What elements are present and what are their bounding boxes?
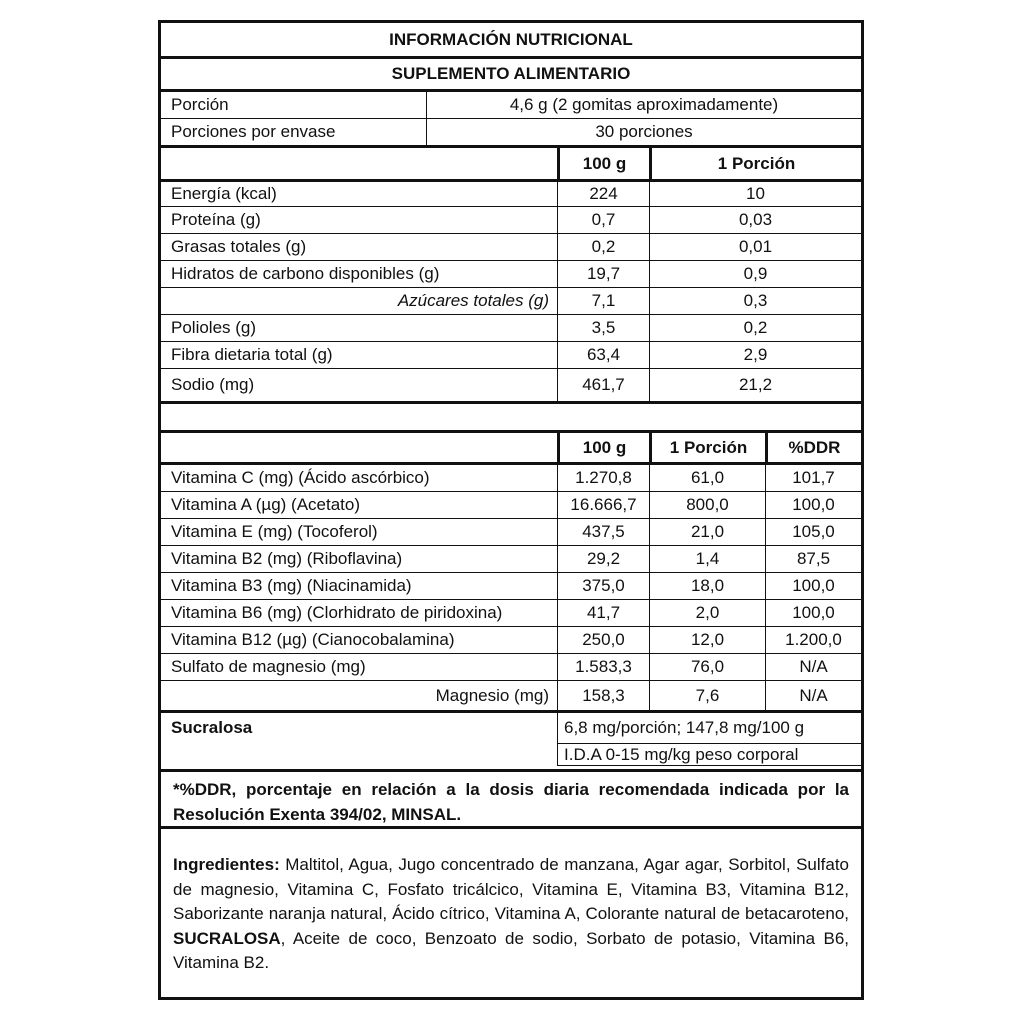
nutrient-row	[161, 179, 861, 206]
vitamin-name: Sulfato de magnesio (mg)	[171, 657, 366, 676]
vitamins-header-row	[161, 430, 861, 462]
ddr-footnote: *%DDR, porcentaje en relación a la dosis diaria recomendada indicada por la Resolución Exenta 394/02, MINSAL.	[173, 780, 849, 824]
vitamin-name: Vitamina E (mg) (Tocoferol)	[171, 522, 378, 541]
nutrient-name: Energía (kcal)	[171, 184, 277, 203]
vitamin-portion: 18,0	[649, 573, 765, 599]
nutrient-portion: 0,3	[649, 288, 861, 314]
nutrients-col-portion: 1 Porción	[649, 148, 861, 179]
vitamin-row	[161, 545, 861, 572]
vitamin-per100: 437,5	[557, 519, 649, 545]
vitamin-row	[161, 572, 861, 599]
vitamin-row	[161, 653, 861, 680]
vitamin-portion: 800,0	[649, 492, 765, 518]
vitamin-name: Magnesio (mg)	[435, 685, 549, 705]
vitamin-per100: 1.270,8	[557, 465, 649, 491]
ingredients-block	[161, 826, 861, 997]
nutrient-per100: 461,7	[557, 369, 649, 401]
vitamin-ddr: N/A	[765, 654, 861, 680]
vitamins-col-portion: 1 Porción	[649, 433, 765, 462]
nutrient-row	[161, 287, 861, 314]
ingredients-list-part1: Maltitol, Agua, Jugo concentrado de manzana, Agar agar, Sorbitol, Sulfato de magnesio, Vitamina C, Fosfato tricálcico, Vitamina E, Vitamina B3, Vitamina B12, Saborizante naranja natural, Ácido cítrico, Vitamina A, Colorante natural de betacaroteno,	[173, 855, 849, 923]
nutrient-name: Hidratos de carbono disponibles (g)	[171, 264, 440, 283]
vitamin-ddr: 100,0	[765, 600, 861, 626]
vitamin-per100: 375,0	[557, 573, 649, 599]
vitamin-portion: 21,0	[649, 519, 765, 545]
vitamin-portion: 1,4	[649, 546, 765, 572]
vitamin-portion: 2,0	[649, 600, 765, 626]
nutrient-name: Fibra dietaria total (g)	[171, 345, 333, 364]
nutrient-name: Polioles (g)	[171, 318, 257, 337]
nutrient-row	[161, 260, 861, 287]
nutrition-label	[158, 20, 864, 1000]
vitamin-per100: 250,0	[557, 627, 649, 653]
portion-row	[161, 89, 861, 118]
title-row	[161, 23, 861, 56]
nutrient-name: Sodio (mg)	[171, 375, 255, 394]
vitamin-name: Vitamina C (mg) (Ácido ascórbico)	[171, 468, 430, 487]
ingredients-text	[173, 853, 849, 976]
vitamin-ddr: 87,5	[765, 546, 861, 572]
nutrient-per100: 224	[557, 182, 649, 206]
label-title: INFORMACIÓN NUTRICIONAL	[389, 29, 633, 49]
vitamin-name: Vitamina B3 (mg) (Niacinamida)	[171, 576, 412, 595]
nutrient-portion: 21,2	[649, 369, 861, 401]
vitamin-portion: 76,0	[649, 654, 765, 680]
vitamin-row	[161, 518, 861, 545]
vitamin-name: Vitamina B2 (mg) (Riboflavina)	[171, 549, 403, 568]
vitamins-col-ddr: %DDR	[765, 433, 861, 462]
nutrient-name: Proteína (g)	[171, 210, 261, 229]
nutrient-portion: 0,01	[649, 234, 861, 260]
vitamin-per100: 158,3	[557, 681, 649, 710]
sweetener-ida: I.D.A 0-15 mg/kg peso corporal	[557, 743, 862, 766]
vitamin-ddr: 100,0	[765, 573, 861, 599]
vitamin-name: Vitamina B12 (µg) (Cianocobalamina)	[171, 630, 455, 649]
vitamin-row	[161, 491, 861, 518]
vitamin-ddr: 105,0	[765, 519, 861, 545]
nutrient-per100: 0,2	[557, 234, 649, 260]
vitamin-name: Vitamina B6 (mg) (Clorhidrato de piridoxina)	[171, 603, 503, 622]
vitamins-col-100g: 100 g	[557, 433, 649, 462]
vitamin-per100: 29,2	[557, 546, 649, 572]
nutrients-col-100g: 100 g	[557, 148, 649, 179]
vitamin-portion: 61,0	[649, 465, 765, 491]
nutrient-per100: 63,4	[557, 342, 649, 368]
servings-label: Porciones por envase	[171, 122, 336, 141]
portion-value: 4,6 g (2 gomitas aproximadamente)	[426, 92, 861, 118]
sweetener-block	[161, 710, 861, 769]
vitamin-name: Vitamina A (µg) (Acetato)	[171, 495, 361, 514]
nutrient-portion: 0,2	[649, 315, 861, 341]
nutrient-portion: 10	[649, 182, 861, 206]
portion-label: Porción	[171, 95, 229, 114]
vitamin-per100: 16.666,7	[557, 492, 649, 518]
vitamin-ddr: 1.200,0	[765, 627, 861, 653]
nutrient-row	[161, 233, 861, 260]
spacer-row	[161, 401, 861, 430]
vitamin-per100: 41,7	[557, 600, 649, 626]
vitamin-ddr: 101,7	[765, 465, 861, 491]
vitamin-ddr: N/A	[765, 681, 861, 710]
nutrient-portion: 2,9	[649, 342, 861, 368]
nutrient-name: Azúcares totales (g)	[397, 291, 549, 310]
sweetener-name: Sucralosa	[171, 718, 253, 737]
vitamin-row	[161, 599, 861, 626]
nutrient-portion: 0,03	[649, 207, 861, 233]
vitamin-ddr: 100,0	[765, 492, 861, 518]
ingredients-label: Ingredientes:	[173, 855, 280, 874]
ingredients-list-part2: , Aceite de coco, Benzoato de sodio, Sorbato de potasio, Vitamina B6, Vitamina B2.	[173, 928, 849, 972]
nutrient-name: Grasas totales (g)	[171, 237, 307, 256]
nutrient-per100: 19,7	[557, 261, 649, 287]
servings-value: 30 porciones	[426, 119, 861, 145]
vitamin-row	[161, 462, 861, 491]
servings-row	[161, 118, 861, 145]
vitamin-portion: 12,0	[649, 627, 765, 653]
ingredients-highlight: SUCRALOSA	[173, 928, 281, 948]
vitamin-row	[161, 680, 861, 710]
vitamin-row	[161, 626, 861, 653]
nutrient-portion: 0,9	[649, 261, 861, 287]
vitamin-portion: 7,6	[649, 681, 765, 710]
nutrients-header-row	[161, 145, 861, 179]
subtitle-row	[161, 56, 861, 89]
vitamin-per100: 1.583,3	[557, 654, 649, 680]
nutrient-row	[161, 206, 861, 233]
nutrient-per100: 3,5	[557, 315, 649, 341]
nutrient-per100: 0,7	[557, 207, 649, 233]
nutrient-row	[161, 341, 861, 368]
nutrient-per100: 7,1	[557, 288, 649, 314]
footnote-block	[161, 769, 861, 826]
sweetener-amount: 6,8 mg/porción; 147,8 mg/100 g	[557, 713, 862, 743]
nutrient-row	[161, 368, 861, 401]
label-subtitle: SUPLEMENTO ALIMENTARIO	[391, 64, 631, 83]
nutrient-row	[161, 314, 861, 341]
